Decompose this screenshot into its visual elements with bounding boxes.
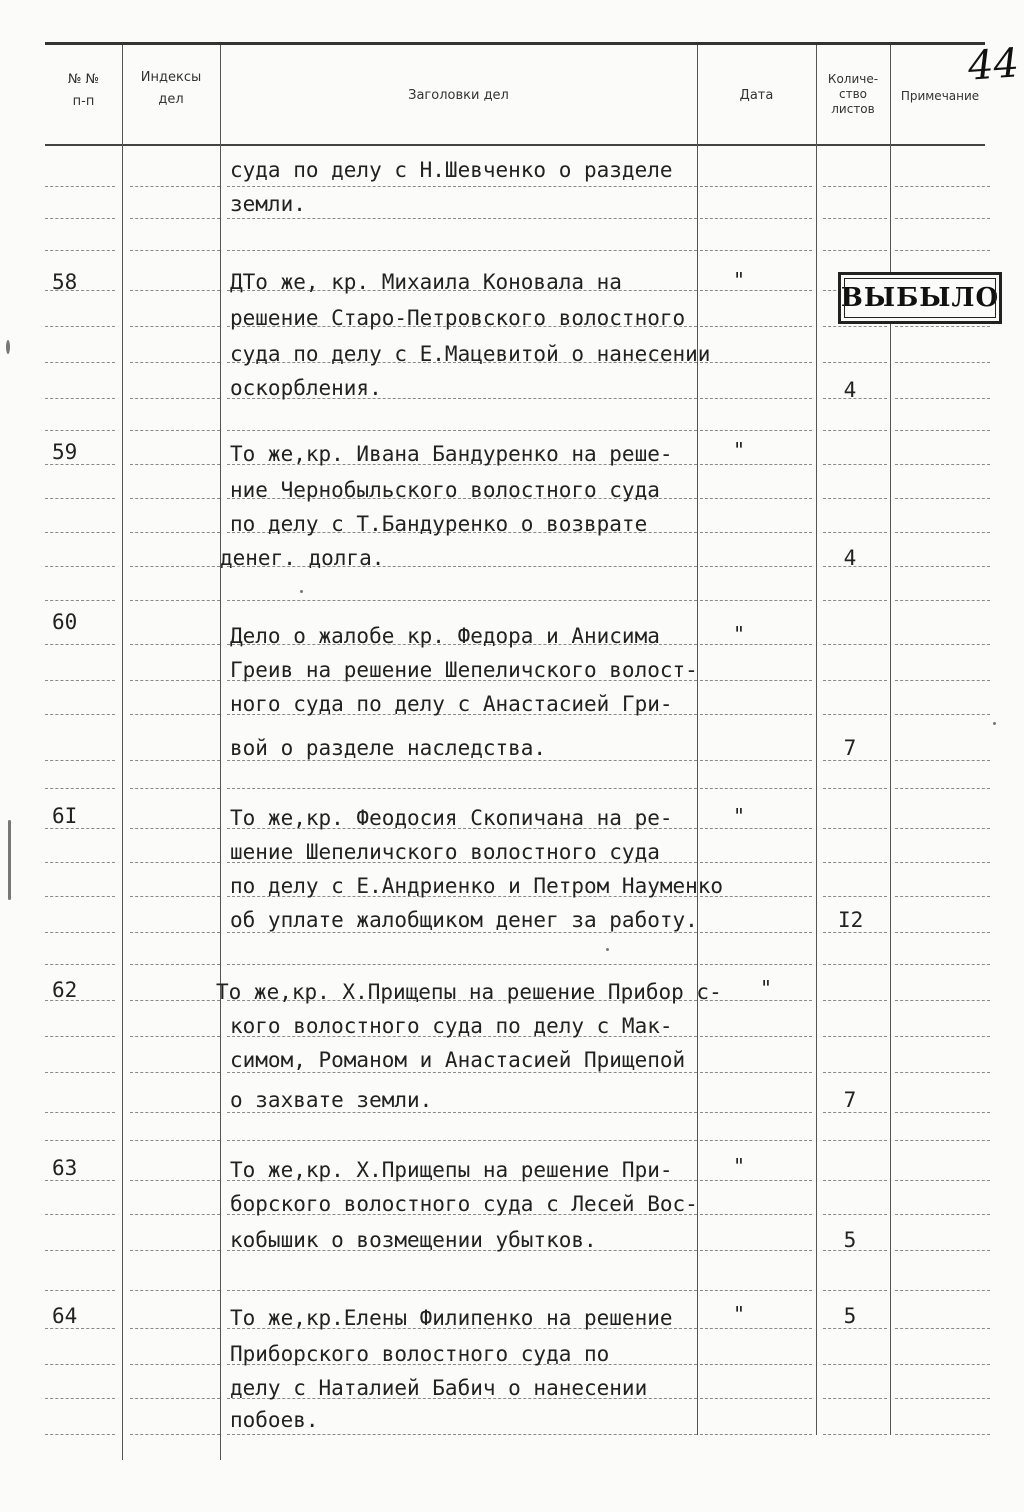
header-title: Заголовки дел [408, 88, 509, 103]
entry-sheets: 4 [843, 546, 857, 570]
ink-speck [8, 820, 11, 900]
entry-line: шение Шепеличского волостного суда [230, 840, 660, 864]
entry-line: Дело о жалобе кр. Федора и Анисима [230, 624, 660, 648]
entry-date: " [733, 268, 746, 292]
ruled-line [700, 1364, 812, 1365]
ruled-line [823, 186, 887, 187]
entry-line: То же,кр. Феодосия Скопичана на ре- [230, 806, 673, 830]
ruled-line [130, 566, 220, 567]
ruled-line [130, 896, 220, 897]
ruled-line [895, 1214, 990, 1215]
ruled-line [130, 1000, 220, 1001]
ruled-line [700, 1036, 812, 1037]
entry-number: 6I [52, 804, 78, 828]
ruled-line [45, 464, 115, 465]
ruled-line [823, 760, 887, 761]
ruled-line [130, 186, 220, 187]
ruled-line [130, 498, 220, 499]
ruled-line [895, 1180, 990, 1181]
ruled-line [130, 1250, 220, 1251]
ruled-line [45, 1398, 115, 1399]
ruled-line [895, 760, 990, 761]
ruled-line [895, 1290, 990, 1291]
ruled-line [227, 1434, 697, 1435]
ruled-line [45, 964, 115, 965]
ruled-line [895, 218, 990, 219]
ruled-line [45, 1036, 115, 1037]
ruled-line [823, 1180, 887, 1181]
ruled-line [227, 1140, 697, 1141]
ruled-line [895, 1140, 990, 1141]
ruled-line [130, 932, 220, 933]
ruled-line [45, 362, 115, 363]
ruled-line [823, 788, 887, 789]
ruled-line [130, 218, 220, 219]
ruled-line [45, 896, 115, 897]
ruled-line [130, 250, 220, 251]
entry-line: борского волостного суда с Лесей Вос- [230, 1192, 698, 1216]
ruled-line [700, 1214, 812, 1215]
ruled-line [227, 932, 697, 933]
ruled-line [45, 788, 115, 789]
ruled-line [700, 1290, 812, 1291]
entry-sheets: 5 [843, 1228, 857, 1252]
ruled-line [130, 1072, 220, 1073]
ruled-line [823, 644, 887, 645]
ruled-line [823, 1364, 887, 1365]
ruled-line [130, 362, 220, 363]
ruled-line [45, 532, 115, 533]
ruled-line [823, 1000, 887, 1001]
entry-line: То же,кр. Х.Прищепы на решение Прибор с- [216, 980, 722, 1004]
ruled-line [895, 326, 990, 327]
ruled-line [823, 1036, 887, 1037]
continuation-line: земли. [230, 192, 306, 216]
entry-line: о захвате земли. [230, 1088, 433, 1112]
ruled-line [823, 862, 887, 863]
ruled-line [700, 290, 812, 291]
header-date: Дата [739, 88, 774, 103]
header-number-line: № № [67, 72, 100, 87]
entry-number: 59 [52, 440, 78, 464]
ruled-line [700, 964, 812, 965]
ruled-line [130, 430, 220, 431]
ruled-line [895, 1036, 990, 1037]
ruled-line [700, 1250, 812, 1251]
ruled-line [823, 1328, 887, 1329]
ruled-line [823, 680, 887, 681]
ruled-line [895, 862, 990, 863]
ruled-line [895, 896, 990, 897]
entry-number: 60 [52, 610, 78, 634]
ruled-line [227, 1290, 697, 1291]
header-count-line: листов [831, 102, 875, 116]
header-note: Примечание [900, 89, 980, 103]
ruled-line [700, 600, 812, 601]
entry-line: денег. долга. [220, 546, 385, 570]
ruled-line [45, 430, 115, 431]
ruled-line [130, 788, 220, 789]
ruled-line [823, 1434, 887, 1435]
ruled-line [823, 326, 887, 327]
ruled-line [823, 498, 887, 499]
ruled-line [700, 1140, 812, 1141]
entry-line: об уплате жалобщиком денег за работу. [230, 908, 698, 932]
entry-number: 64 [52, 1304, 78, 1328]
entry-line: То же,кр.Елены Филипенко на решение [230, 1306, 673, 1330]
ruled-line [700, 680, 812, 681]
ruled-line [700, 430, 812, 431]
ruled-line [130, 680, 220, 681]
ruled-line [823, 464, 887, 465]
ruled-line [227, 964, 697, 965]
ruled-line [45, 1112, 115, 1113]
ruled-line [45, 680, 115, 681]
ruled-line [130, 1434, 220, 1435]
ruled-line [895, 186, 990, 187]
entry-line: по делу с Е.Андриенко и Петром Науменко [230, 874, 724, 898]
entry-line: ДТо же, кр. Михаила Коновала на [230, 270, 622, 294]
ruled-line [700, 1434, 812, 1435]
ruled-line [130, 1398, 220, 1399]
ruled-line [823, 964, 887, 965]
ruled-line [700, 362, 812, 363]
ruled-line [895, 788, 990, 789]
ruled-line [130, 964, 220, 965]
ruled-line [823, 600, 887, 601]
ruled-line [700, 1072, 812, 1073]
ruled-line [700, 532, 812, 533]
ruled-line [45, 760, 115, 761]
ruled-line [895, 498, 990, 499]
ruled-line [45, 1364, 115, 1365]
ruled-line [895, 1000, 990, 1001]
ruled-line [45, 600, 115, 601]
ruled-line [130, 290, 220, 291]
withdrawn-stamp: ВЫБЫЛО [838, 272, 1002, 324]
ruled-line [130, 600, 220, 601]
ink-speck [6, 340, 10, 354]
entry-date: " [733, 1154, 746, 1178]
ruled-line [700, 788, 812, 789]
ruled-line [700, 326, 812, 327]
ruled-line [700, 1112, 812, 1113]
entry-line: То же,кр. Ивана Бандуренко на реше- [230, 442, 673, 466]
entry-sheets: 4 [843, 378, 857, 402]
entry-sheets: 7 [843, 736, 857, 760]
entry-line: побоев. [230, 1408, 319, 1432]
ruled-line [45, 1250, 115, 1251]
entry-line: Греив на решение Шепеличского волост- [230, 658, 698, 682]
entry-line: То же,кр. Х.Прищепы на решение При- [230, 1158, 673, 1182]
entry-date: " [760, 976, 773, 1000]
ruled-line [700, 828, 812, 829]
ruled-line [823, 1112, 887, 1113]
entry-line: ного суда по делу с Анастасией Гри- [230, 692, 673, 716]
ruled-line [823, 1140, 887, 1141]
ruled-line [130, 1214, 220, 1215]
ruled-line [700, 932, 812, 933]
entry-date: " [733, 438, 746, 462]
entry-line: решение Старо-Петровского волостного [230, 306, 686, 330]
ruled-line [45, 862, 115, 863]
ruled-line [700, 186, 812, 187]
ruled-line [895, 1072, 990, 1073]
ruled-line [823, 1214, 887, 1215]
ruled-line [895, 1112, 990, 1113]
ruled-line [700, 644, 812, 645]
ruled-line [700, 714, 812, 715]
ruled-line [823, 218, 887, 219]
header-count-line: Количе- [827, 72, 879, 86]
entry-number: 62 [52, 978, 78, 1002]
ruled-line [130, 1112, 220, 1113]
folio-number: 44 [966, 40, 1021, 90]
entry-line: вой о разделе наследства. [230, 736, 547, 760]
ruled-line [823, 362, 887, 363]
ruled-line [227, 250, 697, 251]
ruled-line [130, 1180, 220, 1181]
ruled-line [895, 566, 990, 567]
ruled-line [45, 398, 115, 399]
entry-date: " [733, 804, 746, 828]
entry-date: " [733, 1302, 746, 1326]
ruled-line [895, 1364, 990, 1365]
ruled-line [45, 714, 115, 715]
ruled-line [45, 1214, 115, 1215]
ruled-line [130, 714, 220, 715]
ruled-line [45, 326, 115, 327]
ruled-line [823, 1072, 887, 1073]
ruled-line [130, 464, 220, 465]
ruled-line [227, 1072, 697, 1073]
ruled-line [895, 714, 990, 715]
ruled-line [45, 566, 115, 567]
ruled-line [895, 250, 990, 251]
ruled-line [227, 1112, 697, 1113]
ruled-line [823, 828, 887, 829]
ruled-line [700, 1398, 812, 1399]
entry-line: делу с Наталией Бабич о нанесении [230, 1376, 648, 1400]
entry-line: суда по делу с Е.Мацевитой о нанесении [230, 342, 711, 366]
ink-speck [993, 722, 996, 725]
entry-date: " [733, 622, 746, 646]
entry-sheets: 5 [843, 1304, 857, 1328]
ruled-line [45, 1072, 115, 1073]
ruled-line [823, 250, 887, 251]
ruled-line [823, 532, 887, 533]
entry-sheets: 7 [843, 1088, 857, 1112]
header-index-line: дел [158, 92, 184, 107]
ruled-line [45, 1290, 115, 1291]
ruled-line [700, 464, 812, 465]
ruled-line [895, 828, 990, 829]
ruled-line [130, 1290, 220, 1291]
ink-speck [606, 948, 609, 951]
ruled-line [895, 644, 990, 645]
entry-sheets: I2 [838, 908, 864, 932]
ruled-line [45, 828, 115, 829]
ruled-line [700, 498, 812, 499]
ruled-line [227, 600, 697, 601]
ruled-line [823, 1398, 887, 1399]
ruled-line [700, 250, 812, 251]
ink-speck [300, 590, 303, 593]
ruled-line [895, 1398, 990, 1399]
ruled-line [227, 186, 697, 187]
ruled-line [45, 1434, 115, 1435]
continuation-line: суда по делу с Н.Шевченко о разделе [230, 158, 673, 182]
ruled-line [227, 218, 697, 219]
header-count-line: ство [838, 87, 867, 101]
entry-line: кобышик о возмещении убытков. [230, 1228, 597, 1252]
entry-line: симом, Романом и Анастасией Прищепой [230, 1048, 686, 1072]
ruled-line [45, 218, 115, 219]
ruled-line [895, 362, 990, 363]
ruled-line [823, 896, 887, 897]
ruled-line [895, 680, 990, 681]
ruled-line [895, 964, 990, 965]
ruled-line [700, 862, 812, 863]
ruled-line [700, 566, 812, 567]
ruled-line [227, 760, 697, 761]
entry-line: кого волостного суда по делу с Мак- [230, 1014, 673, 1038]
ruled-line [895, 430, 990, 431]
ruled-line [130, 828, 220, 829]
ruled-line [700, 760, 812, 761]
ruled-line [45, 932, 115, 933]
ruled-line [895, 398, 990, 399]
ruled-line [895, 932, 990, 933]
ruled-line [130, 326, 220, 327]
ruled-line [45, 1180, 115, 1181]
ruled-line [227, 788, 697, 789]
ruled-line [45, 1140, 115, 1141]
ruled-line [895, 1328, 990, 1329]
ruled-line [130, 862, 220, 863]
ruled-line [823, 430, 887, 431]
ruled-line [45, 1328, 115, 1329]
entry-number: 63 [52, 1156, 78, 1180]
entry-line: Приборского волостного суда по [230, 1342, 610, 1366]
ruled-line [895, 1250, 990, 1251]
ruled-line [130, 1140, 220, 1141]
header-index-line: Индексы [140, 70, 202, 85]
ruled-line [700, 1328, 812, 1329]
ruled-line [130, 532, 220, 533]
ruled-line [895, 464, 990, 465]
ruled-line [823, 1290, 887, 1291]
ruled-line [45, 250, 115, 251]
ruled-line [45, 498, 115, 499]
entry-line: по делу с Т.Бандуренко о возврате [230, 512, 648, 536]
ruled-line [700, 1180, 812, 1181]
ruled-line [45, 186, 115, 187]
ruled-line [45, 644, 115, 645]
entry-line: оскорбления. [230, 376, 382, 400]
ruled-line [895, 1434, 990, 1435]
ruled-line [823, 714, 887, 715]
ruled-line [130, 398, 220, 399]
ruled-line [227, 430, 697, 431]
ruled-line [130, 644, 220, 645]
entry-line: ние Чернобыльского волостного суда [230, 478, 660, 502]
ruled-line [823, 932, 887, 933]
entry-number: 58 [52, 270, 78, 294]
ruled-line [130, 1328, 220, 1329]
ruled-line [700, 398, 812, 399]
ruled-line [130, 1364, 220, 1365]
ruled-line [700, 218, 812, 219]
ruled-line [895, 532, 990, 533]
ruled-line [895, 600, 990, 601]
ruled-line [130, 1036, 220, 1037]
header-number-line: п-п [72, 94, 95, 109]
ruled-line [130, 760, 220, 761]
